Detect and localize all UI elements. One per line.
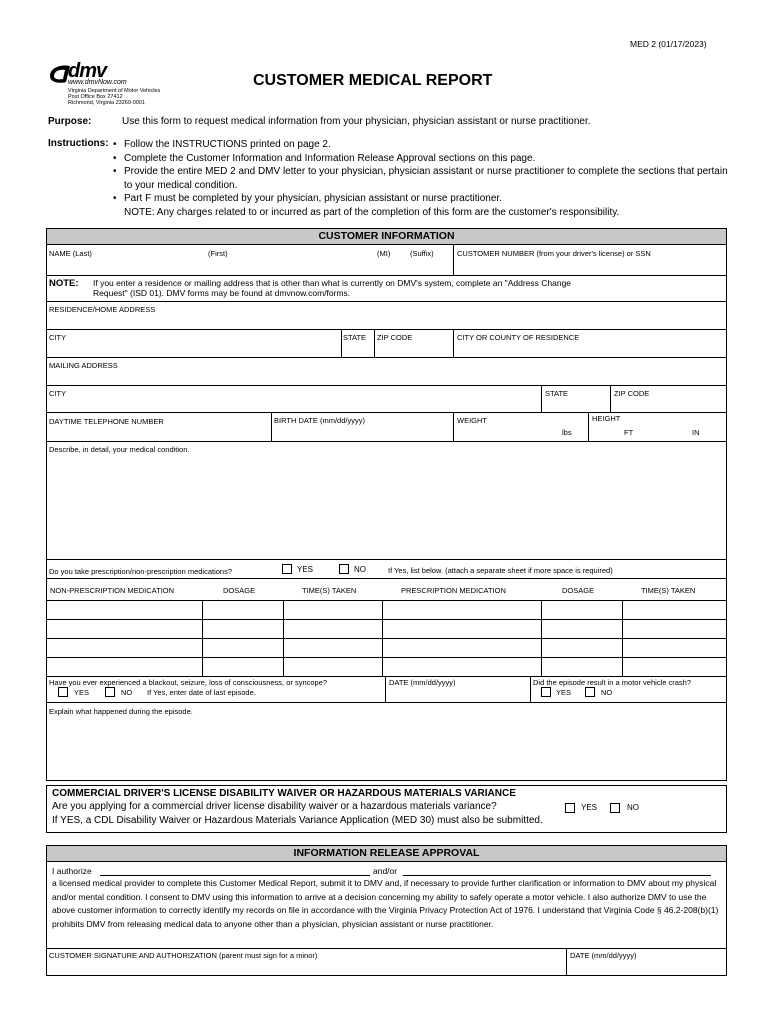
height-in-unit: IN bbox=[692, 428, 700, 437]
episode-date-field[interactable]: DATE (mm/dd/yyyy) bbox=[389, 678, 456, 687]
form-id: MED 2 (01/17/2023) bbox=[630, 39, 707, 49]
col-prescription: PRESCRIPTION MEDICATION bbox=[401, 586, 506, 595]
dmv-address: Virginia Department of Motor Vehicles Post Office Box 27412 Richmond, Virginia 23269-0001 bbox=[68, 88, 161, 106]
cdl-no-checkbox[interactable] bbox=[610, 803, 620, 813]
blackout-no-label: NO bbox=[121, 688, 133, 697]
andor-label: and/or bbox=[373, 866, 398, 876]
authorize-provider-line[interactable] bbox=[100, 875, 370, 876]
condition-description-field[interactable]: Describe, in detail, your medical condition. bbox=[49, 445, 190, 454]
phone-field[interactable]: DAYTIME TELEPHONE NUMBER bbox=[49, 417, 164, 426]
crash-yes-label: YES bbox=[556, 688, 572, 697]
city-field[interactable]: CITY bbox=[49, 333, 67, 342]
purpose-label: Purpose: bbox=[48, 116, 92, 127]
signature-field[interactable]: CUSTOMER SIGNATURE AND AUTHORIZATION (parent must sign for a minor) bbox=[49, 951, 318, 960]
height-ft-unit: FT bbox=[624, 428, 634, 437]
cdl-header: COMMERCIAL DRIVER'S LICENSE DISABILITY WAIVER OR HAZARDOUS MATERIALS VARIANCE bbox=[52, 788, 516, 799]
release-body: a licensed medical provider to complete this Customer Medical Report, submit it to DMV and, if necessary to provide further clarification or information to DMV about my physical and/or mental condition. I consent to DMV using this information to arrive at a decision concerning my ability to safely operate a motor vehicle. I also authorize DMV to use the above customer information to correctly identify my records on file in accordance with the Virginia Privacy Protection Act of 1976. I understand that Virginia Code § 46.2-208(b)(1) prohibits DMV from releasing medical data to anyone other than a physician, physician assistant or nurse practitioner. bbox=[52, 878, 719, 929]
crash-yes-checkbox[interactable] bbox=[541, 687, 551, 697]
blackout-if-yes: If Yes, enter date of last episode. bbox=[147, 688, 256, 697]
cdl-yes-label: YES bbox=[581, 803, 598, 812]
meds-no-label: NO bbox=[354, 565, 366, 574]
purpose-text: Use this form to request medical information from your physician, physician assistant or nurse practitioner. bbox=[122, 116, 591, 127]
blackout-yes-label: YES bbox=[74, 688, 90, 697]
page-title: CUSTOMER MEDICAL REPORT bbox=[253, 72, 493, 89]
cdl-no-label: NO bbox=[627, 803, 639, 812]
dmv-url: www.dmvNow.com bbox=[68, 79, 127, 86]
authorize-label: I authorize bbox=[52, 866, 92, 876]
instruction-item: • Provide the entire MED 2 and DMV letter to your physician, physician assistant or nurse practitioner to complete the sections that pertain to your medical condition. bbox=[110, 165, 730, 192]
meds-yes-checkbox[interactable] bbox=[282, 564, 292, 574]
blackout-yes-checkbox[interactable] bbox=[58, 687, 68, 697]
weight-unit: lbs bbox=[562, 428, 572, 437]
episode-explain-field[interactable]: Explain what happened during the episode. bbox=[49, 707, 193, 716]
name-last-field[interactable]: NAME (Last) bbox=[49, 249, 92, 258]
release-header: INFORMATION RELEASE APPROVAL bbox=[46, 845, 727, 862]
instructions-label: Instructions: bbox=[48, 138, 109, 149]
meds-no-checkbox[interactable] bbox=[339, 564, 349, 574]
name-suffix-field[interactable]: (Suffix) bbox=[410, 249, 434, 258]
birth-date-field[interactable]: BIRTH DATE (mm/dd/yyyy) bbox=[274, 416, 365, 425]
zip-field[interactable]: ZIP CODE bbox=[377, 333, 413, 342]
customer-number-field[interactable]: CUSTOMER NUMBER (from your driver's license) or SSN bbox=[457, 249, 651, 258]
meds-yes-label: YES bbox=[297, 565, 314, 574]
crash-no-label: NO bbox=[601, 688, 613, 697]
blackout-question: Have you ever experienced a blackout, seizure, loss of consciousness, or syncope? bbox=[49, 678, 328, 687]
weight-field[interactable]: WEIGHT bbox=[457, 416, 487, 425]
signature-date-field[interactable]: DATE (mm/dd/yyyy) bbox=[570, 951, 637, 960]
mailing-city-field[interactable]: CITY bbox=[49, 389, 67, 398]
name-first-field[interactable]: (First) bbox=[208, 249, 228, 258]
address-note-text: If you enter a residence or mailing address that is other than what is currently on DMV's system, complete an "Address Change Request" (ISD 01). DMV forms may be found at dmvnow.com/forms. bbox=[93, 278, 572, 298]
col-times-taken: TIME(S) TAKEN bbox=[302, 586, 357, 595]
cdl-question: Are you applying for a commercial driver license disability waiver or a hazardous materials variance? bbox=[52, 801, 497, 812]
residence-address-field[interactable]: RESIDENCE/HOME ADDRESS bbox=[49, 305, 156, 314]
mailing-zip-field[interactable]: ZIP CODE bbox=[614, 389, 650, 398]
mailing-address-field[interactable]: MAILING ADDRESS bbox=[49, 361, 118, 370]
name-mi-field[interactable]: (MI) bbox=[377, 249, 391, 258]
col-dosage: DOSAGE bbox=[223, 586, 256, 595]
height-field[interactable]: HEIGHT bbox=[592, 414, 621, 423]
dmv-brand: dmv bbox=[68, 60, 107, 82]
instruction-item: • Follow the INSTRUCTIONS printed on page 2. bbox=[110, 138, 730, 152]
state-field[interactable]: STATE bbox=[343, 333, 367, 342]
meds-question: Do you take prescription/non-prescription medications? bbox=[49, 567, 233, 576]
crash-question: Did the episode result in a motor vehicle crash? bbox=[533, 678, 691, 687]
instruction-item: • Complete the Customer Information and Information Release Approval sections on this page. bbox=[110, 152, 730, 166]
county-field[interactable]: CITY OR COUNTY OF RESIDENCE bbox=[457, 333, 580, 342]
instruction-note: NOTE: Any charges related to or incurred as part of the completion of this form are the customer's responsibility. bbox=[124, 206, 620, 218]
authorize-provider-line-2[interactable] bbox=[403, 875, 711, 876]
cdl-yes-checkbox[interactable] bbox=[565, 803, 575, 813]
customer-info-header: CUSTOMER INFORMATION bbox=[46, 228, 727, 245]
instructions-list bbox=[110, 138, 730, 219]
address-note-label: NOTE: bbox=[49, 278, 79, 289]
cdl-note: If YES, a CDL Disability Waiver or Hazardous Materials Variance Application (MED 30) must also be submitted. bbox=[52, 815, 543, 826]
col-times-taken-2: TIME(S) TAKEN bbox=[641, 586, 696, 595]
meds-note: If Yes, list below. (attach a separate sheet if more space is required) bbox=[388, 566, 613, 575]
mailing-state-field[interactable]: STATE bbox=[545, 389, 569, 398]
medication-table[interactable] bbox=[46, 600, 727, 676]
dmv-logo bbox=[48, 62, 168, 108]
blackout-no-checkbox[interactable] bbox=[105, 687, 115, 697]
instruction-item: • Part F must be completed by your physician, physician assistant or nurse practitioner. bbox=[110, 192, 730, 206]
col-dosage-2: DOSAGE bbox=[562, 586, 595, 595]
crash-no-checkbox[interactable] bbox=[585, 687, 595, 697]
col-nonprescription: NON-PRESCRIPTION MEDICATION bbox=[50, 586, 175, 595]
